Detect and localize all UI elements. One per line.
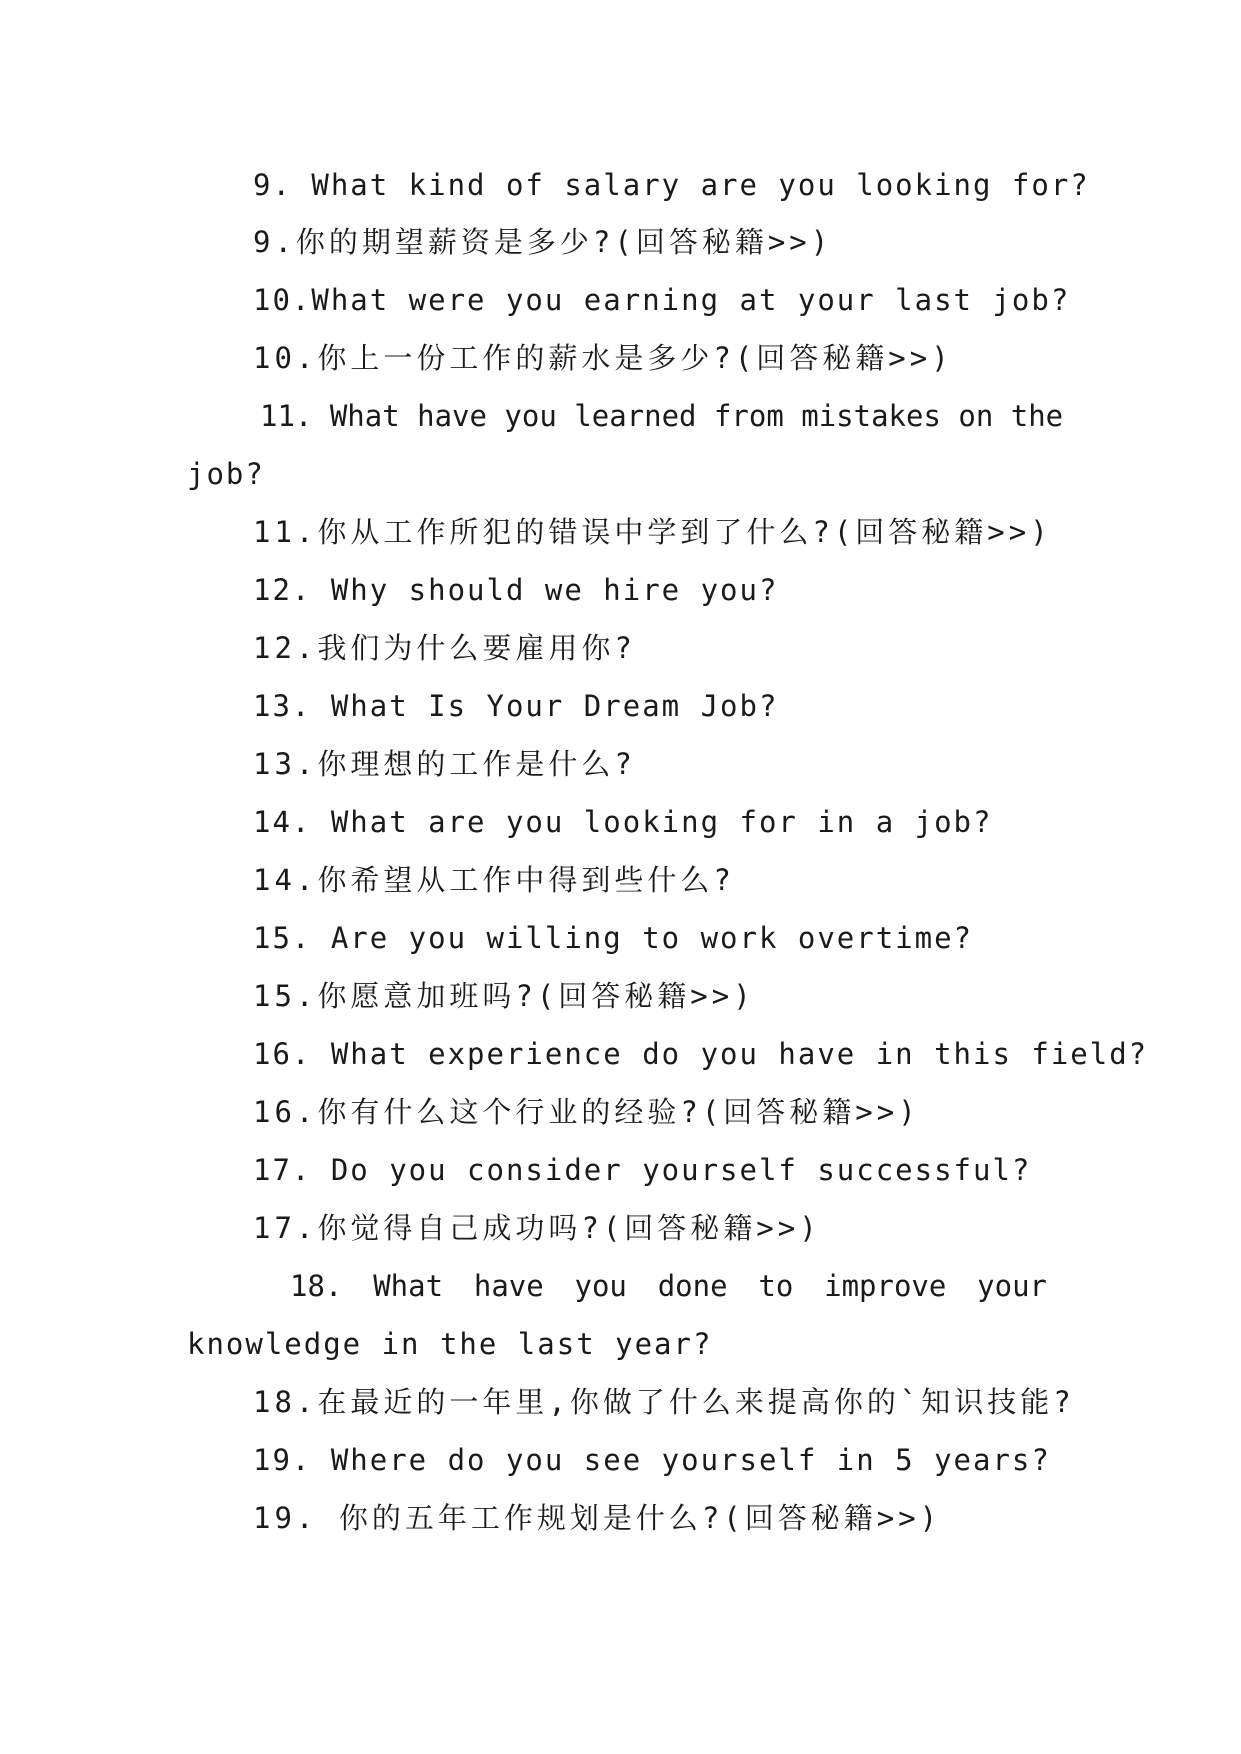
question-15-zh: 15.你愿意加班吗?(回答秘籍>>) (253, 979, 755, 1013)
question-14-zh: 14.你希望从工作中得到些什么? (253, 863, 735, 897)
question-17-zh: 17.你觉得自己成功吗?(回答秘籍>>) (253, 1211, 821, 1245)
question-18-zh: 18.在最近的一年里,你做了什么来提高你的`知识技能? (253, 1385, 1075, 1419)
question-13-zh: 13.你理想的工作是什么? (253, 747, 636, 781)
question-17-en: 17. Do you consider yourself successful? (253, 1153, 1032, 1187)
question-12-en: 12. Why should we hire you? (253, 573, 779, 607)
question-18-en-line2: knowledge in the last year? (187, 1327, 713, 1361)
question-11-en-line2: job? (187, 457, 265, 491)
question-11-zh: 11.你从工作所犯的错误中学到了什么?(回答秘籍>>) (253, 515, 1052, 549)
question-16-zh: 16.你有什么这个行业的经验?(回答秘籍>>) (253, 1095, 920, 1129)
question-11-en-line1: 11. What have you learned from mistakes on the (260, 399, 1064, 433)
question-14-en: 14. What are you looking for in a job? (253, 805, 993, 839)
question-10-zh: 10.你上一份工作的薪水是多少?(回答秘籍>>) (253, 341, 953, 375)
question-10-en: 10.What were you earning at your last job? (253, 283, 1071, 317)
question-9-zh: 9.你的期望薪资是多少?(回答秘籍>>) (253, 225, 833, 259)
question-15-en: 15. Are you willing to work overtime? (253, 921, 974, 955)
question-13-en: 13. What Is Your Dream Job? (253, 689, 779, 723)
question-19-en: 19. Where do you see yourself in 5 years? (253, 1443, 1051, 1477)
question-16-en: 16. What experience do you have in this field? (253, 1037, 1149, 1071)
question-12-zh: 12.我们为什么要雇用你? (253, 631, 636, 665)
question-18-en-line1: 18. What have you done to improve your (290, 1269, 1047, 1303)
question-9-en: 9. What kind of salary are you looking for? (253, 168, 1090, 202)
question-19-zh: 19. 你的五年工作规划是什么?(回答秘籍>>) (253, 1501, 942, 1535)
